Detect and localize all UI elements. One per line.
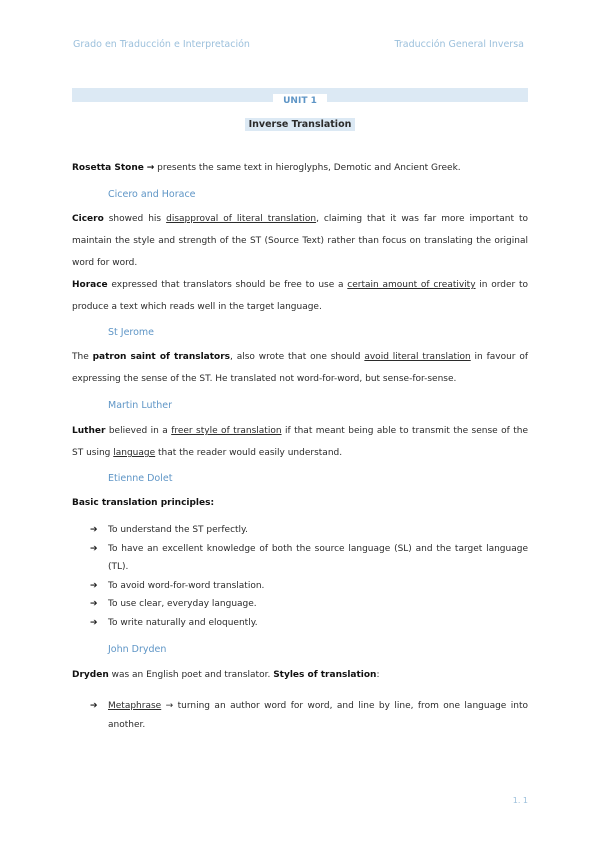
dryden-term: Dryden bbox=[72, 670, 109, 680]
list-item-text: To understand the ST perfectly. bbox=[108, 525, 248, 535]
rosetta-text: presents the same text in hieroglyphs, Demotic and Ancient Greek. bbox=[154, 163, 461, 173]
subtitle-text: Inverse Translation bbox=[245, 118, 356, 131]
page-subtitle bbox=[0, 119, 600, 130]
rosetta-arrow: → bbox=[146, 163, 155, 173]
section-martin-luther: Martin Luther bbox=[108, 400, 172, 411]
header-left: Grado en Traducción e Interpretación bbox=[73, 39, 250, 50]
horace-text-1: expressed that translators should be free to use a bbox=[107, 280, 348, 290]
cicero-paragraph bbox=[72, 208, 528, 274]
principles-title: Basic translation principles: bbox=[72, 498, 215, 508]
luther-paragraph bbox=[72, 420, 528, 464]
cicero-text-1: showed his bbox=[103, 214, 167, 224]
horace-paragraph bbox=[72, 274, 528, 318]
arrow-bullet-icon: ➔ bbox=[90, 617, 98, 628]
list-item-text: To avoid word-for-word translation. bbox=[108, 580, 265, 591]
metaphrase-text: turning an author word for word, and line by line, from one language into another. bbox=[108, 701, 528, 730]
jerome-text-2: in favour of expressing the sense of the ST. He translated not word-for-word, but sense-for-sense. bbox=[72, 352, 529, 384]
list-item bbox=[90, 577, 528, 596]
horace-underline: certain amount of creativity bbox=[347, 280, 476, 290]
luther-underline-1: freer style of translation bbox=[171, 426, 282, 436]
unit-banner bbox=[72, 88, 528, 106]
jerome-text-0: The bbox=[72, 352, 93, 362]
dryden-styles-list bbox=[90, 697, 528, 735]
rosetta-term: Rosetta Stone bbox=[72, 163, 144, 173]
dryden-styles: Styles of translation bbox=[273, 670, 377, 680]
horace-text-2: in order to produce a text which reads well in the target language. bbox=[72, 280, 528, 312]
arrow-bullet-icon: ➔ bbox=[90, 543, 98, 554]
dryden-text-2: : bbox=[376, 670, 380, 680]
list-item bbox=[90, 614, 528, 633]
arrow-bullet-icon: ➔ bbox=[90, 701, 98, 711]
horace-term: Horace bbox=[72, 280, 108, 290]
arrow-bullet-icon: ➔ bbox=[90, 580, 98, 591]
luther-underline-2: language bbox=[113, 448, 156, 458]
principles-list bbox=[90, 521, 528, 632]
cicero-underline: disapproval of literal translation bbox=[166, 214, 317, 224]
page-number: 1. 1 bbox=[512, 796, 528, 805]
list-item-text: To use clear, everyday language. bbox=[108, 599, 257, 609]
list-item bbox=[90, 595, 528, 614]
metaphrase-arrow: → bbox=[161, 701, 178, 711]
list-item bbox=[90, 540, 528, 577]
header-right: Traducción General Inversa bbox=[394, 39, 524, 50]
cicero-text-2: , claiming that it was far more important to maintain the style and strength of the ST (Source Text) rather than focus on translating the original word for word. bbox=[72, 214, 528, 268]
luther-text-2: if that meant being able to transmit the sense of the ST using bbox=[72, 426, 528, 458]
jerome-underline: avoid literal translation bbox=[364, 352, 471, 362]
section-cicero-horace: Cicero and Horace bbox=[108, 189, 196, 200]
jerome-text-1: , also wrote that one should bbox=[230, 352, 365, 362]
section-john-dryden: John Dryden bbox=[108, 644, 167, 655]
unit-label: UNIT 1 bbox=[273, 94, 327, 108]
principles-heading bbox=[72, 492, 528, 514]
cicero-term: Cicero bbox=[72, 214, 104, 224]
rosetta-paragraph bbox=[72, 157, 528, 179]
section-etienne-dolet: Etienne Dolet bbox=[108, 473, 173, 484]
metaphrase-term: Metaphrase bbox=[108, 701, 162, 711]
luther-text-1: believed in a bbox=[105, 426, 172, 436]
list-item bbox=[90, 697, 528, 735]
list-item-text: To write naturally and eloquently. bbox=[108, 617, 258, 628]
arrow-bullet-icon: ➔ bbox=[90, 525, 98, 535]
list-item bbox=[90, 521, 528, 540]
dryden-text-1: was an English poet and translator. bbox=[108, 670, 274, 680]
section-st-jerome: St Jerome bbox=[108, 327, 155, 338]
arrow-bullet-icon: ➔ bbox=[90, 599, 98, 609]
jerome-term: patron saint of translators bbox=[92, 352, 231, 362]
list-item-text: To have an excellent knowledge of both the source language (SL) and the target language (TL). bbox=[108, 543, 528, 572]
dryden-paragraph bbox=[72, 664, 528, 686]
luther-text-3: that the reader would easily understand. bbox=[155, 448, 343, 458]
jerome-paragraph bbox=[72, 346, 528, 390]
luther-term: Luther bbox=[72, 426, 106, 436]
